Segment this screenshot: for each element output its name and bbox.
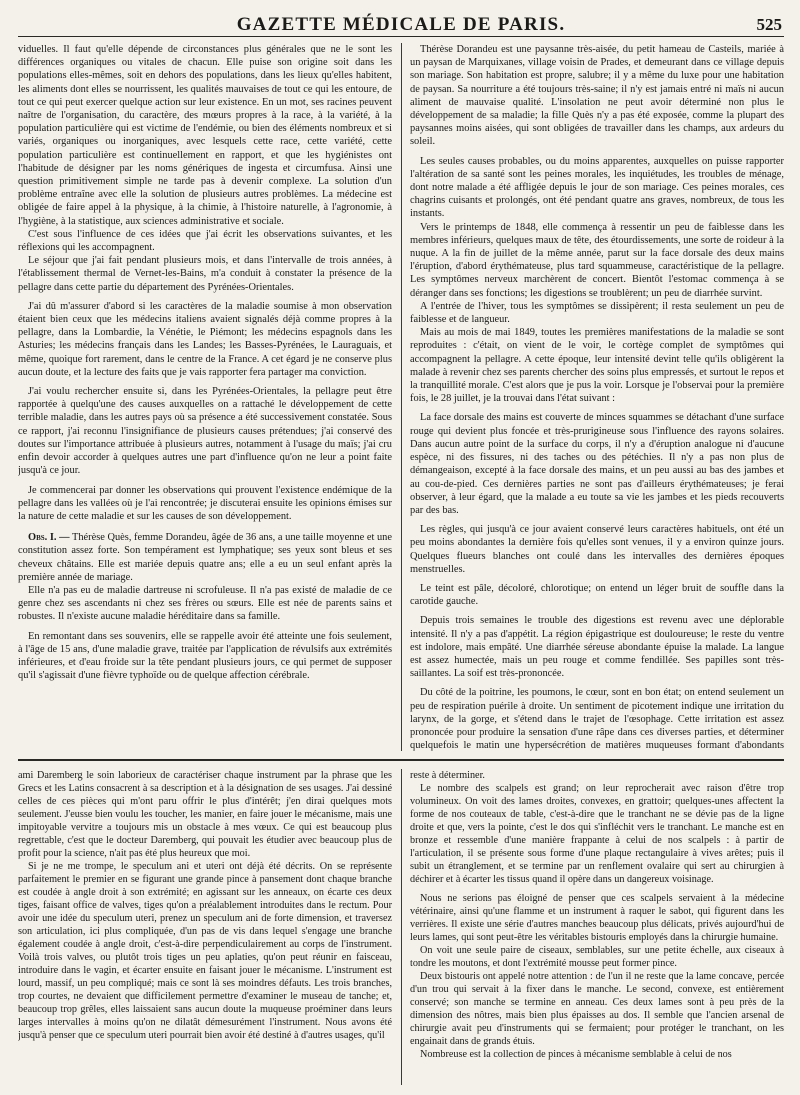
paragraph: ami Daremberg le soin laborieux de caractériser chaque instrument par la phrase que les Grecs et les Latins consacrent à sa description et à la désignation de ses usages. J'ai dessiné celles de ces pièces qui m'ont paru offrir le plus d'intérêt; j'en dirai quelques mots seulement. J'eusse bien voulu les toucher, les manier, en faire jouer le mécanisme, mais une impitoyable vervitre a toujours mis un obstacle à mes vœux. Ce qui est beaucoup plus regrettable, c'est que le docteur Daremberg, qui pouvait les étudier avec beaucoup plus de profit pour la science, n'ait pas été plus heureux que moi. — [18, 769, 392, 859]
observation-text: Thérèse Quès, femme Dorandeu, âgée de 36 ans, a une taille moyenne et une constitution assez forte. Son tempérament est lymphatique; ses yeux sont bleus et ses cheveux châtains. Elle est mariée depuis quatre ans; elle a eu un seul enfant après la première année de mariage. — [18, 532, 392, 583]
column-divider — [401, 769, 402, 1085]
paragraph: J'ai voulu rechercher ensuite si, dans les Pyrénées-Orientales, la pellagre peut être rapportée à quelqu'une des causes auxquelles on a rattaché le développement de cette terrible maladie, dans les autres pays où sa présence a été successivement constatée. Sous ce rapport, j'ai reconnu l'insignifiance de plusieurs causes prétendues; j'ai conservé des doutes sur l'importance attribuée à plusieurs autres, notamment à l'usage du maïs; j'ai cru enfin devoir accorder à quelques autres une part d'influence qu'on ne leur a point faite jusqu'à ce jour. — [18, 386, 392, 477]
paragraph: Je commencerai par donner les observations qui prouvent l'existence endémique de la pellagre dans les vallées où je l'ai rencontrée; je discuterai ensuite les opinions émises sur la nature de cette maladie et sur les causes de son développement. — [18, 484, 392, 522]
paragraph: C'est sous l'influence de ces idées que j'ai écrit les observations suivantes, et les réflexions qui les accompagnent. — [18, 228, 392, 254]
paragraph: Du côté de la poitrine, les poumons, le cœur, sont en bon état; on entend seulement un peu de respiration puérile à droite. Un sentiment de picotement indique une irritation du larynx, de la gorge, et s'étend dans le trajet de l'œsophage. Cette irritation est assez prononcée pour produire la sensation d'une râpe dans ces diverses parties, et déterminer quelquefois le matin une hypersécrétion de matières muqueuses formant d'abondants — [410, 687, 784, 751]
paragraph: La face dorsale des mains est couverte de minces squammes se détachant d'une surface rouge qui devient plus foncée et très-prurigineuse sous l'influence des rayons solaires. Dans aucun autre point de la surface du corps, il n'y a d'éruption analogue ni d'aucune espèce, ni des fissures, ni des taches ou des pétéchies. Il n'y a pas non plus de démangeaison, excepté à la face dorsale des mains, et un peu aussi au bas des jambes et au cou-de-pied. Ces dernières parties ne sont pas d'ailleurs érythémateuses; je ferai observer, à leur égard, que la malade a eu toute sa vie les jambes et les pieds recouverts par des bas. — [410, 412, 784, 516]
paragraph: Nombreuse est la collection de pinces à mécanisme semblable à celui de nos — [420, 1048, 732, 1060]
lower-right-column — [410, 769, 784, 1085]
page-header — [18, 0, 784, 37]
paragraph: Le séjour que j'ai fait pendant plusieurs mois, et dans l'intervalle de trois années, à l'établissement thermal de Vernet-les-Bains, m'a conduit à constater la présence de la pellagre dans cette partie du département des Pyrénées-Orientales. — [18, 255, 392, 293]
upper-right-column — [410, 43, 784, 751]
observation-paragraph — [18, 531, 392, 584]
column-divider — [401, 43, 402, 751]
lower-left-column — [18, 769, 392, 1085]
paragraph: Le teint est pâle, décoloré, chlorotique; on entend un léger bruit de souffle dans la carotide gauche. — [410, 582, 784, 608]
paragraph: Mais au mois de mai 1849, toutes les premières manifestations de la maladie se sont reproduites : c'était, on vient de le voir, le cortège complet de symptômes qui accompagnent la pellagre. A cette époque, leur intensité devint telle qu'ils obligèrent la malade à revenir chez ses parents chercher des soins plus empressés, et surtout le repos et la tranquillité morale. C'est alors que je pus la voir. Lorsque je l'observai pour la première fois, le 28 juillet, je la trouvai dans l'état suivant : — [410, 327, 784, 405]
paragraph: Le nombre des scalpels est grand; on leur reprocherait avec raison d'être trop volumineux. On voit des lames droites, convexes, en grattoir; quelques-unes affectent la forme de nos couteaux de table, c'est-à-dire que le tranchant ne se dévie pas de la ligne droite et que, vers la pointe, c'est le dos qui s'infléchit vers le tranchant. Le manche est en bronze et ressemble d'une manière frappante à celui de nos scalpels : à partir de l'articulation, il se présente sous forme d'une plaque rectangulaire à vives arêtes; puis il subit un étranglement, et se termine par un renflement ovalaire qui sert au chirurgien à déchirer et à écarter les tissus quand il opère dans un dangereux voisinage. — [410, 782, 784, 885]
paragraph: Nous ne serions pas éloigné de penser que ces scalpels servaient à la médecine vétérinaire, ainsi qu'une flamme et un instrument à raquer le sabot, qui figurent dans les verrières. Il existe une série d'autres manches beaucoup plus délicats, privés aujourd'hui de leurs lames, qui sont peut-être les véritables bistouris employés dans la chirurgie humaine. — [410, 892, 784, 943]
paragraph: Deux bistouris ont appelé notre attention : de l'un il ne reste que la lame concave, percée d'un trou qui servait à la fixer dans le manche. Le second, convexe, est entièrement conservé; son manche se termine en anneau. Ces deux lames sont à peu près de la dimension des nôtres, mais bien plus épaisses au dos. Il semble que l'ancien arsenal de chirurgie avait peu d'instruments qui se fermaient; pour protéger le tranchant, on les engainait dans de grands étuis. — [410, 970, 784, 1047]
journal-title: GAZETTE MÉDICALE DE PARIS. — [236, 14, 566, 35]
paragraph: Vers le printemps de 1848, elle commença à ressentir un peu de faiblesse dans les membres inférieurs, quelques maux de tête, des étourdissements, une sorte de roideur à la nuque. A la fin de juillet de la même année, parut sur la face dorsale des deux mains l'éruption, d'abord érythémateuse, plus tard squammeuse, caractéristique de la pellagre. Les symptômes nerveux marchèrent de concert. Bientôt l'estomac commença à se déranger dans ses fonctions; les digestions se troublèrent; un peu de diarrhée survint. — [410, 221, 784, 299]
lower-article — [18, 761, 784, 1085]
upper-article — [18, 37, 784, 751]
paragraph: viduelles. Il faut qu'elle dépende de circonstances plus générales que ne le sont les différences organiques ou vitales de chacun. Elle puise son origine soit dans les populations elles-mêmes, soit en dehors des populations, dans les lieux qu'elles habitent, les aliments dont elles se nourrissent, les qualités mauvaises de tout ce qui les entoure, de tout ce qui peut exercer quelque action sur leur existence. En un mot, ses racines peuvent naître de l'organisation, du caractère, des mœurs propres à la race, à la variété, à la population particulière qui est victime de l'endémie, ou bien des éléments nombreux et si variés, organiques ou inorganiques, avec lesquels cette race, cette variété, cette population particulière est continuellement en rapport, et que les hygiénistes ont l'habitude de désigner par les noms génériques de ingesta et circumfusa. Ainsi une question primitivement simple ne tarde pas à devenir complexe. La solution d'un problème entraîne avec elle la solution de plusieurs autres problèmes. La médecine est obligée de faire appel à la physique, à la chimie, à l'histoire naturelle, à l'agronomie, à l'hygiène, à la statistique, aux sciences administrative et sociale. — [18, 44, 392, 227]
paragraph: A l'entrée de l'hiver, tous les symptômes se dissipèrent; il resta seulement un peu de faiblesse et de langueur. — [410, 300, 784, 326]
paragraph: Elle n'a pas eu de maladie dartreuse ni scrofuleuse. Il n'a pas existé de maladie de ce genre chez ses ascendants ni chez ses frères ou sœurs. Elle est née de parents sains et robustes. Il n'existe aucune maladie héréditaire dans sa famille. — [18, 584, 392, 623]
paragraph: On voit une seule paire de ciseaux, semblables, sur une petite échelle, aux ciseaux à tondre les moutons, et dont l'extrémité mousse peut former pince. — [410, 944, 784, 969]
paragraph: Thérèse Dorandeu est une paysanne très-aisée, du petit hameau de Casteils, mariée à un paysan de Marquixanes, village voisin de Prades, et demeurant dans ce village depuis son mariage. Son habitation est propre, salubre; il y a même du luxe pour une habitation de paysan. Sa nourriture a été toujours très-saine; il n'y est jamais entré ni maïs ni aucun aliment de mauvaise qualité. L'insolation ne peut avoir déterminé non plus le développement de sa maladie; la fille Quès n'y a pas été exposée, comme la plupart des paysannes moins aisées, qui sont obligées de travailler dans les champs, aux ardeurs du soleil. — [410, 44, 784, 148]
page-number: 525 — [756, 15, 782, 34]
paragraph: J'ai dû m'assurer d'abord si les caractères de la maladie soumise à mon observation étaient bien ceux que les médecins italiens avaient signalés déjà comme propres à la pellagre, dans la Lombardie, la Vénétie, le Piémont; les médecins espagnols dans les Asturies; les médecins français dans les Landes; les Basses-Pyrénées, le Lauraguais, et même, quoique fort rarement, dans le centre de la France. A cet égard je ne conserve plus aucun doute, et la lecture des faits que je vais rapporter fera partager ma conviction. — [18, 300, 392, 378]
paragraph: Depuis trois semaines le trouble des digestions est revenu avec une déplorable intensité. Il n'y a pas d'appétit. La région épigastrique est douloureuse; le reste du ventre est indolore, mais empâté. Une diarrhée séreuse abondante épuise la malade. La langue est assez humectée, mais un peu rouge et comme fendillée. Ses papilles sont très-saillantes. La soif est très-prononcée. — [410, 615, 784, 680]
paragraph: En remontant dans ses souvenirs, elle se rappelle avoir été atteinte une fois seulement, à l'âge de 15 ans, d'une maladie grave, traitée par l'application de révulsifs aux extrémités inférieures, et d'eau froide sur la tête pendant plusieurs jours, ce qui permet de supposer qu'il s'agissait d'une fièvre typhoïde ou de quelque affection cérébrale. — [18, 630, 392, 682]
paragraph: reste à déterminer. — [410, 769, 485, 781]
paragraph: Les règles, qui jusqu'à ce jour avaient conservé leurs caractères habituels, ont été un peu moins abondantes la dernière fois qu'elles sont venues, il y a environ quinze jours. Quelques flueurs blanches ont coulé dans les intervalles des dernières époques menstruelles. — [410, 524, 784, 575]
observation-label: Obs. I. — — [28, 532, 70, 544]
paragraph: Les seules causes probables, ou du moins apparentes, auxquelles on puisse rapporter l'altération de sa santé sont les peines morales, les inquiétudes, les troubles de ménage, dont notre malade a été affligée depuis le jour de son mariage. Ces peines morales, ces chagrins cuisants et prolongés, ont été pendant quatre ans graves, nombreux, de tous les instants. — [410, 155, 784, 220]
paragraph: Si je ne me trompe, le speculum ani et uteri ont déjà été décrits. On se représente parfaitement le premier en se figurant une grande pince à pansement dont chaque branche est coudée à angle droit à son extrémité; en agissant sur les anneaux, on écarte ces deux tiges, faisant office de valves, tiges qu'on a préalablement introduites dans le rectum. Pour avoir une idée du speculum uteri, prenez un speculum ani de forte dimension, et traversez son articulation, ici plus compliquée, d'un pas de vis dans lequel s'engage une branche également coudée à angle droit, c'est-à-dire perpendiculairement au corps de l'instrument. Voilà trois valves, ou plutôt trois tiges un peu aplaties, qu'on peut réunir en faisceau, introduire dans le vagin, et écarter ensuite en faisant jouer le mécanisme. L'instrument est lourd, massif, un peu compliqué; mais ce sont là ses moindres défauts. Les trois branches, trop courtes, ne devaient que difficilement permettre d'examiner le museau de tanche; et, beaucoup trop grêles, elles laissaient sans aucun doute la muqueuse proéminer dans leurs larges intervalles à moins qu'on ne dilatât démesurément l'instrument. Nous avons été jusqu'à penser que ce speculum uteri pourrait bien avoir été destiné à d'autres usages, qu'il — [18, 860, 392, 1041]
upper-left-column — [18, 43, 392, 751]
